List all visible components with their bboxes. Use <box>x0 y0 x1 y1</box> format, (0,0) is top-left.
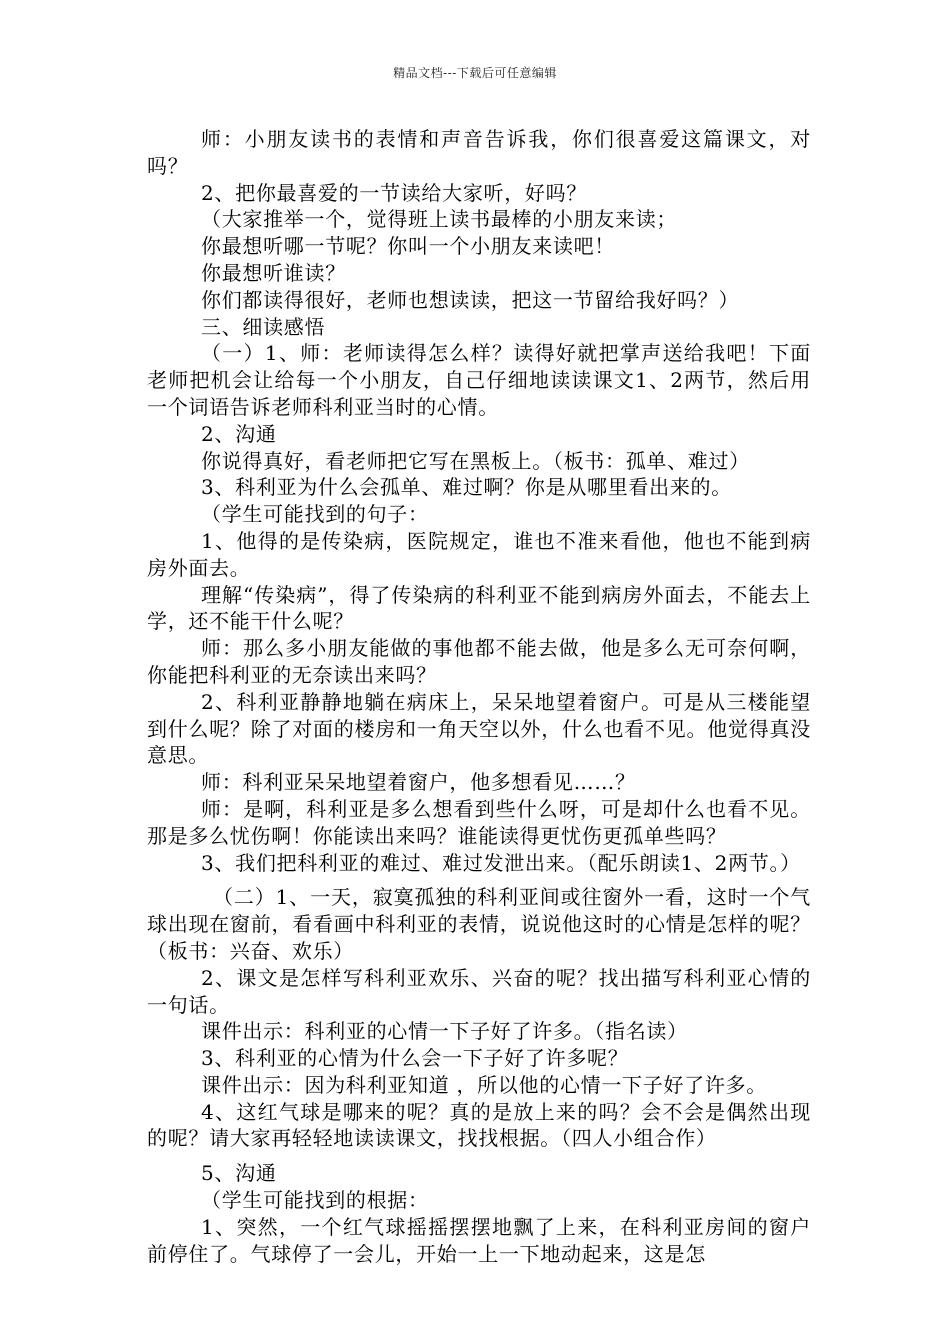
document-body <box>147 126 811 1267</box>
paragraph: 理解“传染病”，得了传染病的科利亚不能到病房外面去，不能去上学，还不能干什么呢？ <box>147 582 811 634</box>
paragraph: 课件出示：因为科利亚知道 ，所以他的心情一下子好了许多。 <box>201 1072 767 1097</box>
paragraph: （大家推举一个，觉得班上读书最棒的小朋友来读； <box>201 207 678 232</box>
paragraph: 你最想听谁读？ <box>201 260 346 285</box>
section-heading: 三、细读感悟 <box>201 314 326 339</box>
paragraph: 1、他得的是传染病，医院规定，谁也不准来看他，他也不能到病房外面去。 <box>147 528 811 580</box>
paragraph: 4、这红气球是哪来的呢？真的是放上来的吗？会不会是偶然出现的呢？请大家再轻轻地读读课文，找找根据。（四人小组合作） <box>147 1099 811 1151</box>
page-header-note: 精品文档---下载后可任意编辑 <box>393 66 557 80</box>
paragraph: 你们都读得很好，老师也想读读，把这一节留给我好吗？） <box>201 287 740 312</box>
paragraph: （学生可能找到的句子： <box>201 502 429 527</box>
paragraph: 2、沟通 <box>201 421 277 446</box>
paragraph: 3、我们把科利亚的难过、难过发泄出来。（配乐朗读1、2两节。） <box>201 850 801 875</box>
paragraph: 师：是啊，科利亚是多么想看到些什么呀，可是却什么也看不见。那是多么忧伤啊！你能读出来吗？谁能读得更忧伤更孤单些吗？ <box>147 796 811 848</box>
paragraph: 你说得真好，看老师把它写在黑板上。（板书：孤单、难过） <box>201 448 750 473</box>
paragraph: 课件出示：科利亚的心情一下子好了许多。（指名读） <box>201 1019 688 1044</box>
paragraph: 2、把你最喜爱的一节读给大家听，好吗？ <box>201 180 588 205</box>
paragraph: 你最想听哪一节呢？你叫一个小朋友来读吧！ <box>201 234 615 259</box>
paragraph: （学生可能找到的根据： <box>201 1188 429 1213</box>
paragraph: 1、突然，一个红气球摇摇摆摆地飘了上来，在科利亚房间的窗户前停住了。气球停了一会儿，开始一上一下地动起来，这是怎 <box>147 1214 811 1266</box>
paragraph: 2、课文是怎样写科利亚欢乐、兴奋的呢？找出描写科利亚心情的一句话。 <box>147 965 811 1017</box>
paragraph: 师：小朋友读书的表情和声音告诉我，你们很喜爱这篇课文，对吗？ <box>147 127 811 178</box>
paragraph: 3、科利亚为什么会孤单、难过啊？你是从哪里看出来的。 <box>201 475 732 500</box>
paragraph: 3、科利亚的心情为什么会一下子好了许多呢？ <box>201 1046 629 1071</box>
paragraph: 2、科利亚静静地躺在病床上，呆呆地望着窗户。可是从三楼能望到什么呢？除了对面的楼房和一角天空以外，什么也看不见。他觉得真没意思。 <box>147 689 811 768</box>
paragraph: （二）1、一天，寂寞孤独的科利亚间或往窗外一看，这时一个气球出现在窗前，看看画中科利亚的表情，说说他这时的心情是怎样的呢？（板书：兴奋、欢乐） <box>147 885 811 963</box>
paragraph: 师：科利亚呆呆地望着窗户，他多想看见……？ <box>201 770 636 795</box>
paragraph: 5、沟通 <box>201 1161 277 1186</box>
paragraph: （一）1、师：老师读得怎么样？读得好就把掌声送给我吧！下面老师把机会让给每一个小朋友，自己仔细地读读课文1、2两节，然后用一个词语告诉老师科利亚当时的心情。 <box>147 341 811 419</box>
paragraph: 师：那么多小朋友能做的事他都不能去做，他是多么无可奈何啊，你能把科利亚的无奈读出来吗？ <box>147 636 811 687</box>
